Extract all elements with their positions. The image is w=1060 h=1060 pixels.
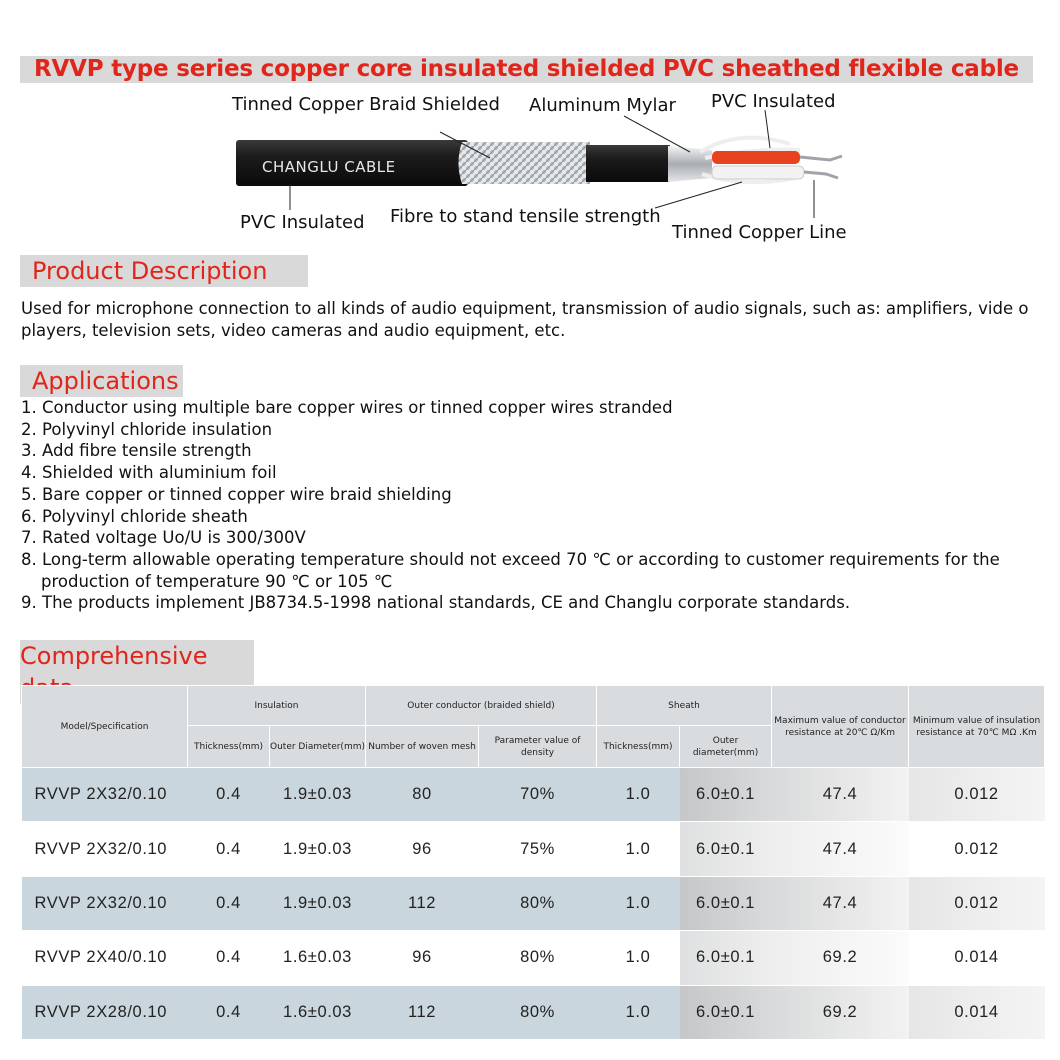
cell-ins-thickness: 0.4: [188, 931, 270, 985]
cell-ins-thickness: 0.4: [188, 822, 270, 876]
cell-mesh: 80: [366, 768, 479, 822]
page-title: RVVP type series copper core insulated shielded PVC sheathed flexible cable: [34, 56, 1019, 82]
list-item: 4. Shielded with aluminium foil: [21, 463, 277, 483]
cell-sheath-od: 6.0±0.1: [680, 768, 772, 822]
cell-resistance: 47.4: [772, 822, 909, 876]
header-min-insulation: Minimum value of insulation resistance at 70℃ MΩ .Km: [909, 686, 1045, 768]
list-item: 8. Long-term allowable operating temperature should not exceed 70 ℃ or according to customer requirements for the production of temperature 90 ℃ or 105 ℃: [21, 549, 1000, 591]
cell-sheath-od: 6.0±0.1: [680, 985, 772, 1039]
table-row: [22, 822, 1045, 876]
cell-model: RVVP 2X28/0.10: [22, 985, 188, 1039]
label-pvc-insulated-top: PVC Insulated: [711, 91, 836, 112]
header-sheath-outer-diameter: Outer diameter(mm): [680, 726, 772, 768]
header-model: Model/Specification: [22, 686, 188, 768]
cell-insulation: 0.012: [909, 822, 1045, 876]
cell-sheath-od: 6.0±0.1: [680, 876, 772, 930]
cell-ins-thickness: 0.4: [188, 985, 270, 1039]
copper-wire-2: [804, 172, 838, 178]
table-row: [22, 985, 1045, 1039]
spec-table: [21, 685, 1045, 1040]
cell-sheath-od: 6.0±0.1: [680, 931, 772, 985]
cell-resistance: 69.2: [772, 931, 909, 985]
cell-model: RVVP 2X32/0.10: [22, 822, 188, 876]
cell-ins-thickness: 0.4: [188, 768, 270, 822]
cell-resistance: 47.4: [772, 768, 909, 822]
page-title-bar: [20, 56, 1033, 83]
header-sheath-thickness: Thickness(mm): [597, 726, 680, 768]
header-density: Parameter value of density: [479, 726, 597, 768]
cell-density: 80%: [479, 876, 597, 930]
table-row: [22, 931, 1045, 985]
cell-insulation: 0.012: [909, 768, 1045, 822]
header-ins-outer-diameter: Outer Diameter(mm): [270, 726, 366, 768]
cable-diagram: [0, 88, 1060, 253]
cell-sheath-od: 6.0±0.1: [680, 822, 772, 876]
header-insulation: Insulation: [188, 686, 366, 726]
header-ins-thickness: Thickness(mm): [188, 726, 270, 768]
comprehensive-data-heading: Comprehensive: [20, 640, 254, 704]
cell-density: 75%: [479, 822, 597, 876]
cell-sheath-thickness: 1.0: [597, 768, 680, 822]
cell-insulation: 0.014: [909, 985, 1045, 1039]
cell-ins-thickness: 0.4: [188, 876, 270, 930]
white-core: [712, 166, 804, 179]
cell-model: RVVP 2X32/0.10: [22, 768, 188, 822]
cell-ins-od: 1.9±0.03: [270, 822, 366, 876]
cell-resistance: 47.4: [772, 876, 909, 930]
list-item: 2. Polyvinyl chloride insulation: [21, 419, 273, 439]
label-fibre: Fibre to stand tensile strength: [390, 206, 661, 227]
cell-model: RVVP 2X40/0.10: [22, 931, 188, 985]
cell-sheath-thickness: 1.0: [597, 876, 680, 930]
list-item: 3. Add fibre tensile strength: [21, 441, 252, 461]
cell-density: 80%: [479, 931, 597, 985]
cell-resistance: 69.2: [772, 985, 909, 1039]
copper-wire-1: [800, 156, 842, 160]
inner-sheath: [586, 145, 670, 182]
cell-model: RVVP 2X32/0.10: [22, 876, 188, 930]
cell-mesh: 112: [366, 876, 479, 930]
cell-sheath-thickness: 1.0: [597, 822, 680, 876]
cell-sheath-thickness: 1.0: [597, 931, 680, 985]
spec-table-wrap: [21, 685, 1044, 1060]
list-item: 9. The products implement JB8734.5-1998 national standards, CE and Changlu corporate standards.: [21, 593, 851, 613]
cell-density: 80%: [479, 985, 597, 1039]
cell-ins-od: 1.6±0.03: [270, 985, 366, 1039]
cell-sheath-thickness: 1.0: [597, 985, 680, 1039]
cell-ins-od: 1.6±0.03: [270, 931, 366, 985]
label-copper-line: Tinned Copper Line: [672, 222, 847, 243]
cell-insulation: 0.012: [909, 876, 1045, 930]
header-woven-mesh: Number of woven mesh: [366, 726, 479, 768]
list-item: 6. Polyvinyl chloride sheath: [21, 506, 248, 526]
header-sheath: Sheath: [597, 686, 772, 726]
product-description-heading: Product Description: [20, 255, 308, 287]
label-pvc-insulated-bottom: PVC Insulated: [240, 212, 365, 233]
table-row: [22, 768, 1045, 822]
label-mylar: Aluminum Mylar: [529, 95, 676, 116]
brand-print: CHANGLU CABLE: [262, 158, 396, 176]
list-item: 1. Conductor using multiple bare copper wires or tinned copper wires stranded: [21, 398, 673, 417]
list-item: 5. Bare copper or tinned copper wire braid shielding: [21, 484, 452, 504]
product-description-text: Used for microphone connection to all kinds of audio equipment, transmission of audio signals, such as: amplifiers, vide o players, television sets, video cameras and audio equipment, etc.: [21, 299, 1029, 340]
cell-density: 70%: [479, 768, 597, 822]
cell-ins-od: 1.9±0.03: [270, 768, 366, 822]
braid-shield: [459, 142, 591, 184]
applications-list: [21, 397, 1041, 614]
cell-ins-od: 1.9±0.03: [270, 876, 366, 930]
cell-mesh: 96: [366, 822, 479, 876]
header-max-resistance: Maximum value of conductor resistance at 20℃ Ω/Km: [772, 686, 909, 768]
cell-insulation: 0.014: [909, 931, 1045, 985]
red-core: [712, 151, 800, 164]
applications-heading: Applications: [20, 365, 183, 397]
label-braid: Tinned Copper Braid Shielded: [232, 94, 500, 115]
table-row: [22, 876, 1045, 930]
cell-mesh: 112: [366, 985, 479, 1039]
cell-mesh: 96: [366, 931, 479, 985]
header-outer-conductor: Outer conductor (braided shield): [366, 686, 597, 726]
list-item: 7. Rated voltage Uo/U is 300/300V: [21, 528, 306, 548]
